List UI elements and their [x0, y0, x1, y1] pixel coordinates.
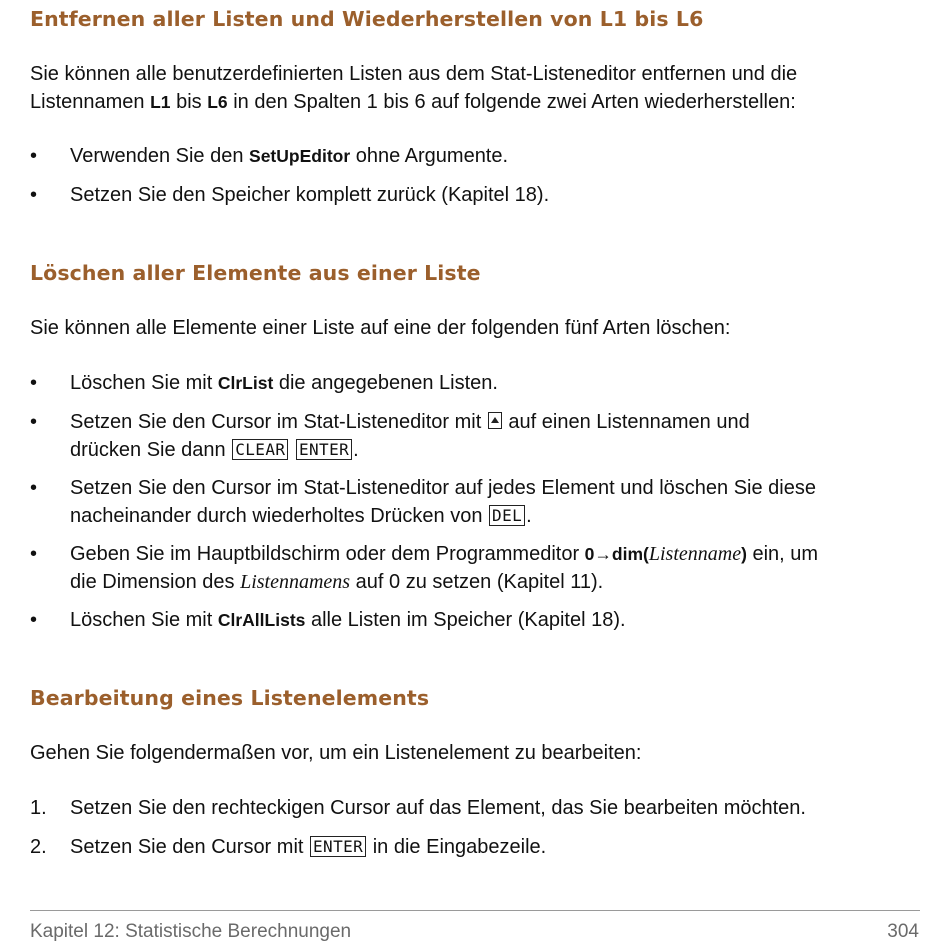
enter-key: ENTER [296, 439, 352, 460]
up-arrow-key-icon [488, 412, 502, 429]
section-heading-remove-lists: Entfernen aller Listen und Wiederherstellen von L1 bis L6 [30, 7, 704, 31]
command-name: ClrList [217, 373, 274, 393]
command-name: ClrAllLists [217, 610, 306, 630]
argument-placeholder: Listennamens [240, 570, 351, 593]
bullet-marker: • [30, 184, 38, 206]
footer-page-number: 304 [887, 921, 919, 942]
paragraph-intro-clear: Sie können alle Elemente einer Liste auf eine der folgenden fünf Arten löschen: [30, 317, 731, 339]
step-number: 1. [30, 797, 47, 819]
command-name: SetUpEditor [249, 146, 351, 166]
section-heading-clear-elements: Löschen aller Elemente aus einer Liste [30, 261, 481, 285]
footer-divider [30, 910, 920, 911]
section-heading-edit-element: Bearbeitung eines Listenelements [30, 686, 430, 710]
del-key: DEL [489, 505, 525, 526]
bullet-marker: • [30, 477, 38, 499]
footer-chapter-title: Kapitel 12: Statistische Berechnungen [30, 921, 352, 942]
command-name: 0→dim( [584, 544, 649, 564]
paragraph-intro-edit: Gehen Sie folgendermaßen vor, um ein Listenelement zu bearbeiten: [30, 742, 642, 764]
bullet-marker: • [30, 411, 38, 433]
step-number: 2. [30, 836, 47, 858]
bullet-marker: • [30, 145, 38, 167]
bullet-marker: • [30, 543, 38, 565]
bullet-marker: • [30, 372, 38, 394]
clear-key: CLEAR [232, 439, 288, 460]
enter-key: ENTER [310, 836, 366, 857]
bullet-marker: • [30, 609, 38, 631]
paragraph-intro-remove: Sie können alle benutzerdefinierten Listen aus dem Stat-Listeneditor entfernen und die Listennamen L1 bis L6 in den Spalten 1 bis 6 auf folgende zwei Arten wiederherstellen: [30, 63, 798, 113]
argument-placeholder: Listenname [648, 543, 742, 565]
